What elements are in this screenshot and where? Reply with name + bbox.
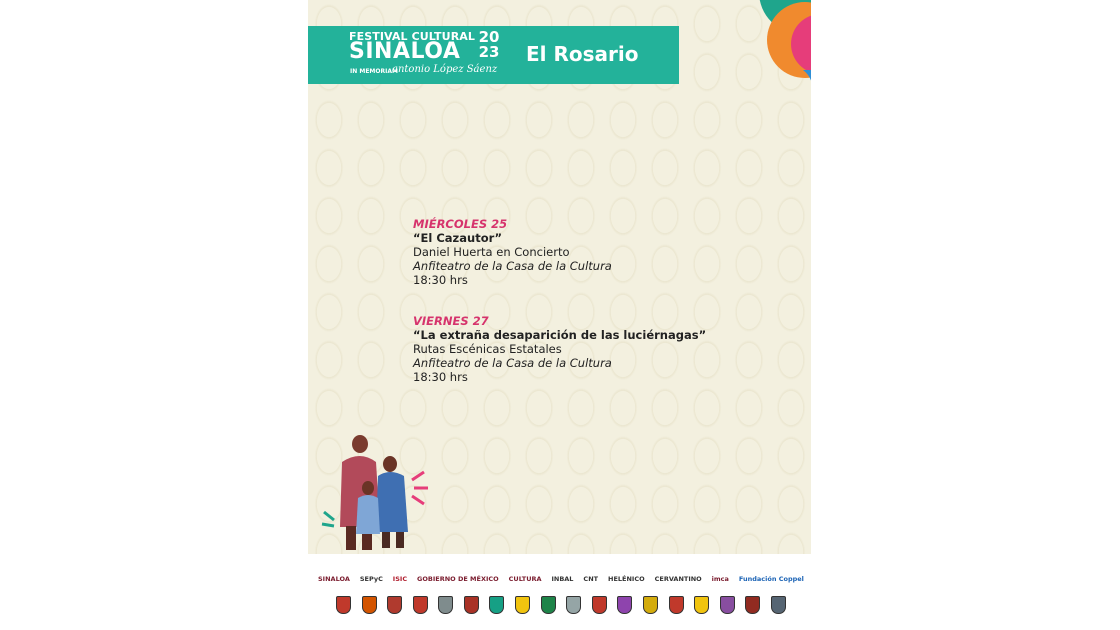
festival-name: SINALOA bbox=[349, 39, 461, 64]
sponsor-logo: HELÉNICO bbox=[608, 575, 645, 583]
municipal-shield-icon bbox=[387, 596, 402, 614]
festival-line: FESTIVAL CULTURAL bbox=[349, 30, 475, 43]
event-performer: Rutas Escénicas Estatales bbox=[413, 342, 562, 356]
event-time: 18:30 hrs bbox=[413, 370, 468, 384]
municipal-shield-icon bbox=[720, 596, 735, 614]
event-venue: Anfiteatro de la Casa de la Cultura bbox=[413, 356, 612, 370]
sponsor-logo: imca bbox=[711, 575, 729, 583]
event-block bbox=[413, 314, 706, 384]
honoree-signature: antonio López Sáenz bbox=[392, 64, 498, 75]
event-day: MIÉRCOLES 25 bbox=[413, 217, 508, 231]
event-performer: Daniel Huerta en Concierto bbox=[413, 245, 570, 259]
municipal-shield-icon bbox=[464, 596, 479, 614]
municipal-shield-icon bbox=[438, 596, 453, 614]
event-poster bbox=[308, 0, 811, 554]
event-venue: Anfiteatro de la Casa de la Cultura bbox=[413, 259, 612, 273]
event-time: 18:30 hrs bbox=[413, 273, 468, 287]
event-title: “El Cazautor” bbox=[413, 231, 503, 245]
sponsor-logo: ISIC bbox=[392, 575, 408, 583]
town-name: El Rosario bbox=[526, 42, 639, 66]
event-block bbox=[413, 217, 612, 287]
family-painting-illustration bbox=[320, 432, 430, 554]
sponsor-logo: SEPyC bbox=[359, 575, 383, 583]
municipal-shield-icon bbox=[541, 596, 556, 614]
sponsor-logo: INBAL bbox=[551, 575, 574, 583]
festival-banner bbox=[308, 26, 679, 84]
sponsor-logo: CULTURA bbox=[508, 575, 542, 583]
flower-petals-decoration bbox=[731, 0, 811, 100]
municipal-shield-icon bbox=[566, 596, 581, 614]
municipal-shield-icon bbox=[592, 596, 607, 614]
municipal-shield-icon bbox=[617, 596, 632, 614]
sponsor-logos bbox=[318, 568, 804, 590]
municipal-shield-icon bbox=[669, 596, 684, 614]
municipal-shield-icon bbox=[413, 596, 428, 614]
municipal-shield-icon bbox=[336, 596, 351, 614]
municipal-shield-icon bbox=[643, 596, 658, 614]
sponsor-logo: Fundación Coppel bbox=[738, 575, 804, 583]
event-day: VIERNES 27 bbox=[413, 314, 489, 328]
municipal-shield-icon bbox=[515, 596, 530, 614]
municipal-shield-icon bbox=[694, 596, 709, 614]
sponsor-logo: GOBIERNO DE MÉXICO bbox=[417, 575, 499, 583]
municipal-shield-icon bbox=[362, 596, 377, 614]
sponsor-logo: CNT bbox=[583, 575, 599, 583]
sponsor-logo: CERVANTINO bbox=[654, 575, 702, 583]
municipal-shield-icon bbox=[489, 596, 504, 614]
municipal-shield-icon bbox=[745, 596, 760, 614]
memoriam-label: IN MEMORIAM bbox=[350, 68, 398, 75]
event-title: “La extraña desaparición de las luciérnagas” bbox=[413, 328, 707, 342]
municipal-shields bbox=[336, 596, 786, 614]
festival-year: 20 23 bbox=[478, 28, 500, 61]
sponsor-logo: SINALOA bbox=[318, 575, 350, 583]
municipal-shield-icon bbox=[771, 596, 786, 614]
